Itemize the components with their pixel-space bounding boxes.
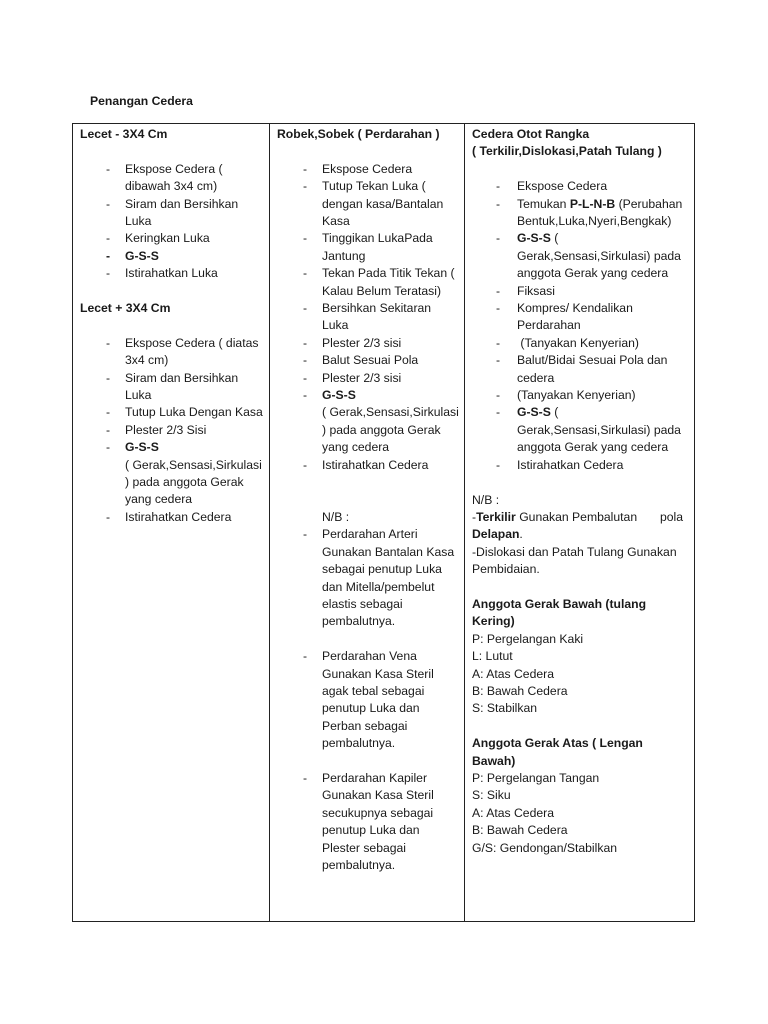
- column-otot-rangka: [464, 124, 694, 921]
- list-item: [472, 404, 689, 456]
- list-item: - (Tanyakan Kenyerian): [472, 387, 689, 404]
- list-item: - Plester 2/3 Sisi: [80, 422, 264, 439]
- upper-limb-item: P: Pergelangan Tangan: [472, 770, 600, 785]
- robek-notes-3: [277, 770, 459, 874]
- robek-heading: Robek,Sobek ( Perdarahan ): [277, 127, 440, 141]
- upper-limb-item: A: Atas Cedera: [472, 805, 554, 820]
- list-item: - Tutup Luka Dengan Kasa: [80, 404, 264, 421]
- otot-heading-line2: ( Terkilir,Dislokasi,Patah Tulang ): [472, 144, 662, 159]
- list-item: - Siram dan Bersihkan Luka: [80, 370, 264, 405]
- list-item: - Fiksasi: [472, 283, 689, 300]
- nb-terkilir-line: [472, 509, 689, 526]
- list-item: - Ekspose Cedera: [472, 178, 689, 195]
- robek-notes: [277, 526, 459, 630]
- lecet-large-list: [80, 335, 264, 526]
- list-item: - (Tanyakan Kenyerian): [472, 335, 689, 352]
- gss-label: G-S-S: [517, 405, 551, 420]
- item-text: ( Gerak,Sensasi,Sirkulasi) pada anggota Gerak yang cedera: [517, 405, 681, 455]
- robek-list: [277, 161, 459, 474]
- lecet-large-heading: Lecet + 3X4 Cm: [80, 301, 171, 316]
- lower-limb-item: B: Bawah Cedera: [472, 683, 568, 698]
- item-text: Temukan: [517, 196, 570, 211]
- upper-limb-item: G/S: Gendongan/Stabilkan: [472, 840, 617, 855]
- dash: -: [472, 509, 477, 524]
- gss-description: ( Gerak,Sensasi,Sirkulasi ) pada anggota Gerak yang cedera: [322, 405, 459, 455]
- list-item: - Istirahatkan Cedera: [80, 509, 264, 526]
- list-item: - Istirahatkan Cedera: [472, 457, 689, 474]
- list-item: - Balut Sesuai Pola: [277, 352, 459, 369]
- item-text: Gunakan Pembalutan: [515, 509, 638, 524]
- item-text: (Perubahan Bentuk,Luka,Nyeri,Bengkak): [517, 196, 683, 229]
- item-text: pola: [659, 509, 683, 524]
- gss-description: ( Gerak,Sensasi,Sirkulasi ) pada anggota Gerak yang cedera: [125, 457, 262, 507]
- list-item: - Ekspose Cedera ( dibawah 3x4 cm): [80, 161, 264, 196]
- otot-list: [472, 178, 689, 474]
- item-text: .: [519, 527, 523, 542]
- robek-notes-2: [277, 648, 459, 752]
- nb-terkilir-text: [472, 509, 637, 526]
- list-item: - Bersihkan Sekitaran Luka: [277, 300, 459, 335]
- list-item: - Kompres/ Kendalikan Perdarahan: [472, 300, 689, 335]
- document-title: Penangan Cedera: [90, 94, 193, 108]
- delapan-label: Delapan: [472, 527, 520, 542]
- list-item: - Plester 2/3 sisi: [277, 370, 459, 387]
- list-item: - Ekspose Cedera: [277, 161, 459, 178]
- item-text: ( Gerak,Sensasi,Sirkulasi) pada anggota Gerak yang cedera: [517, 231, 681, 281]
- list-item: [472, 230, 689, 282]
- list-item: - G-S-S: [80, 248, 264, 265]
- note-item: - Perdarahan Vena Gunakan Kasa Steril agak tebal sebagai penutup Luka dan Perban sebagai pembalutnya.: [277, 648, 459, 752]
- list-item: [472, 196, 689, 231]
- list-item: - Keringkan Luka: [80, 230, 264, 247]
- list-item: - Istirahatkan Luka: [80, 265, 264, 282]
- lecet-small-heading: Lecet - 3X4 Cm: [80, 127, 168, 141]
- robek-nb-label: N/B :: [322, 509, 350, 524]
- terkilir-label: Terkilir: [476, 509, 516, 524]
- lecet-small-list: [80, 161, 264, 283]
- column-lecet: [73, 124, 269, 921]
- note-item: - Perdarahan Kapiler Gunakan Kasa Steril secukupnya sebagai penutup Luka dan Plester sebagai pembalutnya.: [277, 770, 459, 874]
- list-item: - Tekan Pada Titik Tekan ( Kalau Belum Teratasi): [277, 265, 459, 300]
- column-robek: [269, 124, 464, 921]
- upper-limb-item: B: Bawah Cedera: [472, 823, 568, 838]
- list-item: [80, 439, 264, 509]
- lower-limb-heading: Anggota Gerak Bawah (tulang Kering): [472, 596, 647, 629]
- first-aid-table: [72, 123, 695, 922]
- gss-label: - G-S-S: [322, 388, 356, 403]
- gss-label: - G-S-S: [125, 440, 159, 455]
- list-item: - Tutup Tekan Luka ( dengan kasa/Bantalan Kasa: [277, 178, 459, 230]
- otot-nb-label: N/B :: [472, 492, 500, 507]
- list-item: - Istirahatkan Cedera: [277, 457, 459, 474]
- lower-limb-item: A: Atas Cedera: [472, 666, 554, 681]
- upper-limb-heading: Anggota Gerak Atas ( Lengan Bawah): [472, 736, 643, 768]
- otot-heading-line1: Cedera Otot Rangka: [472, 127, 590, 141]
- list-item: - Plester 2/3 sisi: [277, 335, 459, 352]
- upper-limb-item: S: Siku: [472, 788, 511, 803]
- list-item: - Ekspose Cedera ( diatas 3x4 cm): [80, 335, 264, 370]
- nb-dislokasi: -Dislokasi dan Patah Tulang Gunakan Pembidaian.: [472, 544, 677, 577]
- note-item: - Perdarahan Arteri Gunakan Bantalan Kasa sebagai penutup Luka dan Mitella/pembelut elastis sebagai pembalutnya.: [277, 526, 459, 630]
- list-item: - Siram dan Bersihkan Luka: [80, 196, 264, 231]
- lower-limb-item: P: Pergelangan Kaki: [472, 631, 584, 646]
- nb-delapan-line: [472, 526, 689, 543]
- gss-label: G-S-S: [517, 231, 551, 246]
- list-item: - Tinggikan LukaPada Jantung: [277, 230, 459, 265]
- list-item: - Balut/Bidai Sesuai Pola dan cedera: [472, 352, 689, 387]
- lower-limb-item: L: Lutut: [472, 649, 513, 664]
- lower-limb-item: S: Stabilkan: [472, 701, 538, 716]
- plnb-label: P-L-N-B: [569, 196, 616, 211]
- list-item: [277, 387, 459, 457]
